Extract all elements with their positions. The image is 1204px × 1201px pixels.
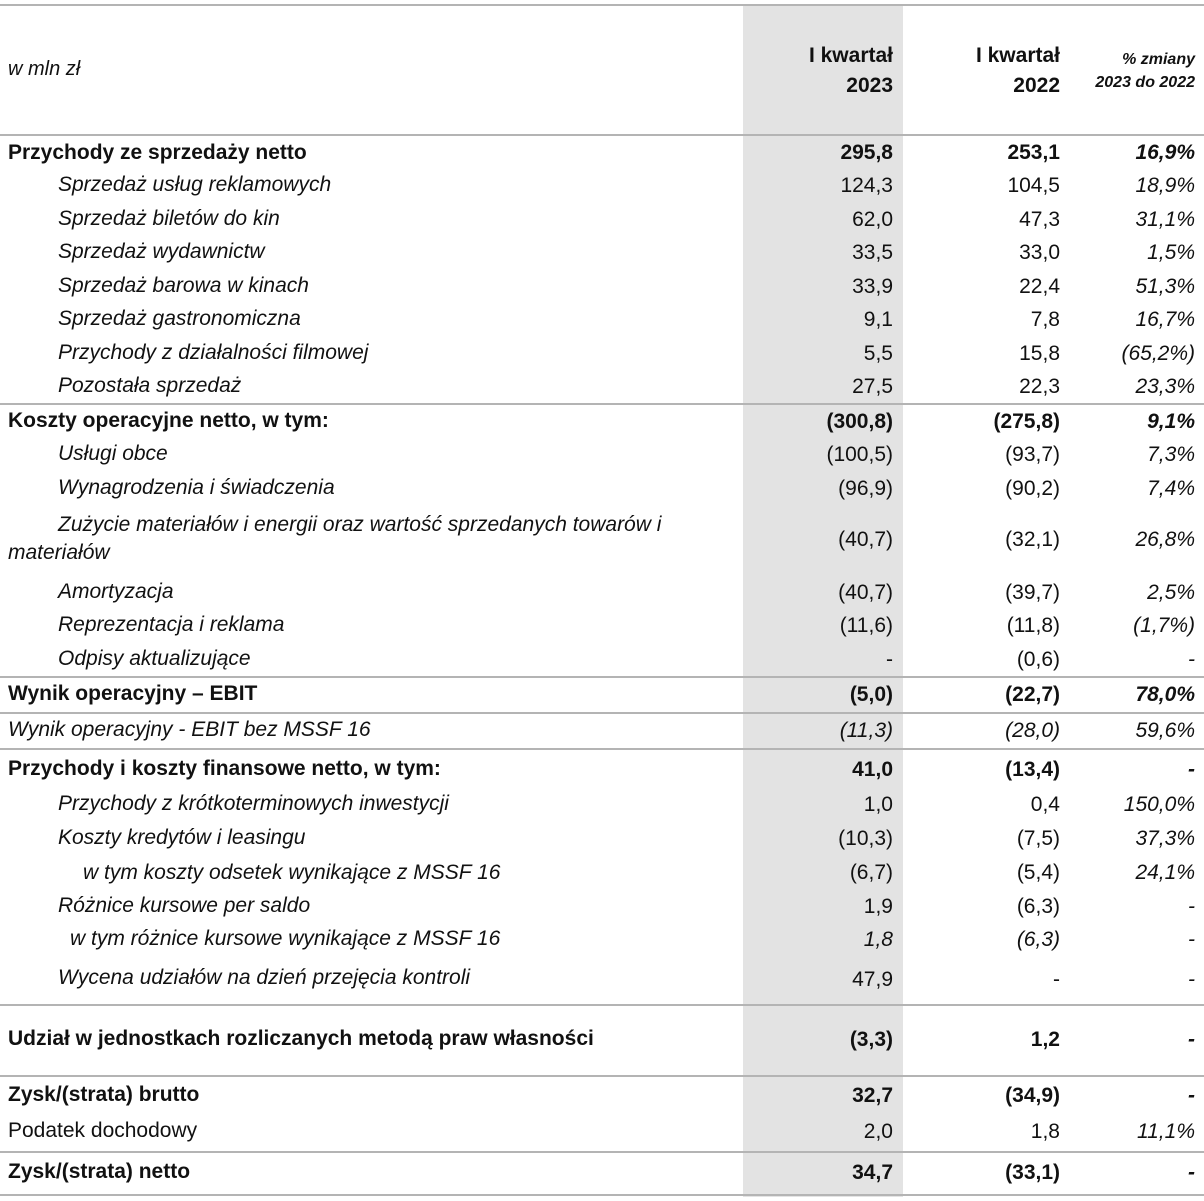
row-label: Sprzedaż usług reklamowych bbox=[58, 173, 332, 196]
row-label: Wynagrodzenia i świadczenia bbox=[58, 476, 335, 499]
value-2023: 41,0 bbox=[852, 758, 893, 781]
value-change: - bbox=[1188, 968, 1195, 991]
value-change: 11,1% bbox=[1137, 1120, 1195, 1143]
value-2023: 34,7 bbox=[852, 1161, 893, 1184]
row-label: Przychody ze sprzedaży netto bbox=[8, 141, 307, 164]
row-label: Podatek dochodowy bbox=[8, 1119, 198, 1142]
table-row bbox=[0, 270, 1204, 303]
value-change: - bbox=[1188, 894, 1195, 918]
value-2022: 15,8 bbox=[1019, 341, 1060, 365]
table-row bbox=[0, 405, 1204, 438]
row-label: Sprzedaż biletów do kin bbox=[58, 207, 280, 230]
value-change: - bbox=[1188, 758, 1195, 781]
value-change: 7,3% bbox=[1147, 443, 1195, 466]
value-2023: 1,0 bbox=[863, 793, 893, 816]
value-2023: (11,3) bbox=[839, 719, 893, 742]
column-header-2022: I kwartał 2022 bbox=[975, 44, 1060, 97]
table-row bbox=[0, 960, 1204, 1000]
table-row bbox=[0, 236, 1204, 270]
value-2023: (6,7) bbox=[849, 861, 893, 884]
value-2023: 33,9 bbox=[852, 274, 893, 298]
row-label: Amortyzacja bbox=[58, 580, 174, 603]
table-row bbox=[0, 508, 1204, 572]
value-2023: (10,3) bbox=[838, 827, 893, 850]
value-2022: 0,4 bbox=[1030, 793, 1060, 816]
value-2023: 33,5 bbox=[852, 241, 893, 264]
row-label: Różnice kursowe per saldo bbox=[58, 894, 311, 917]
table-row bbox=[0, 1154, 1204, 1192]
row-label: Sprzedaż barowa w kinach bbox=[58, 274, 309, 297]
value-2023: - bbox=[886, 647, 893, 671]
value-change: - bbox=[1188, 928, 1195, 951]
row-label bbox=[8, 511, 734, 567]
row-label: Usługi obce bbox=[58, 442, 168, 465]
value-2023: (40,7) bbox=[838, 580, 893, 604]
value-2022: (90,2) bbox=[1005, 476, 1060, 500]
value-2023: 295,8 bbox=[840, 141, 893, 164]
value-2023: 32,7 bbox=[852, 1084, 893, 1107]
value-2022: (13,4) bbox=[1005, 758, 1060, 781]
table-row bbox=[0, 752, 1204, 788]
row-label-line-2: materiałów bbox=[8, 541, 110, 564]
value-2022: - bbox=[1053, 968, 1060, 991]
value-2022: 104,5 bbox=[1007, 174, 1060, 197]
divider bbox=[0, 1194, 1204, 1196]
row-label: Przychody i koszty finansowe netto, w tym: bbox=[8, 757, 441, 780]
value-2023: (11,6) bbox=[839, 614, 893, 637]
value-2022: (11,8) bbox=[1006, 614, 1060, 637]
row-label: Wynik operacyjny – EBIT bbox=[8, 682, 258, 705]
value-2023: 1,8 bbox=[863, 928, 893, 951]
value-2023: (5,0) bbox=[849, 683, 893, 706]
value-2022: (33,1) bbox=[1005, 1161, 1060, 1184]
value-2022: (275,8) bbox=[993, 409, 1060, 433]
value-change: 9,1% bbox=[1147, 409, 1195, 433]
table-row bbox=[0, 137, 1204, 169]
column-header-change: % zmiany 2023 do 2022 bbox=[1095, 51, 1195, 91]
row-label: Odpisy aktualizujące bbox=[58, 647, 251, 670]
value-2022: 22,4 bbox=[1019, 274, 1060, 298]
value-change: - bbox=[1188, 1161, 1195, 1184]
value-2022: 7,8 bbox=[1030, 308, 1060, 331]
value-2022: (93,7) bbox=[1005, 443, 1060, 466]
table-row bbox=[0, 472, 1204, 505]
table-row bbox=[0, 1114, 1204, 1150]
value-change: 2,5% bbox=[1147, 580, 1195, 604]
table-row bbox=[0, 643, 1204, 676]
value-change: (65,2%) bbox=[1121, 341, 1195, 365]
table-row bbox=[0, 788, 1204, 822]
table-row bbox=[0, 1006, 1204, 1074]
table-row bbox=[0, 203, 1204, 236]
value-2023: (96,9) bbox=[838, 476, 893, 500]
row-label: w tym różnice kursowe wynikające z MSSF 16 bbox=[70, 927, 501, 950]
row-label-line-1: Zużycie materiałów i energii oraz wartość sprzedanych towarów i bbox=[58, 513, 662, 536]
value-2023: 1,9 bbox=[863, 894, 893, 918]
table-row bbox=[0, 169, 1204, 203]
value-2022: 253,1 bbox=[1007, 141, 1060, 164]
column-header-2023: I kwartał 2023 bbox=[808, 44, 893, 97]
value-change: 31,1% bbox=[1135, 207, 1195, 231]
value-change: 7,4% bbox=[1147, 476, 1195, 500]
table-row bbox=[0, 370, 1204, 403]
row-label: Sprzedaż wydawnictw bbox=[58, 240, 265, 263]
value-change: 150,0% bbox=[1123, 793, 1195, 816]
value-2023: 27,5 bbox=[852, 374, 893, 398]
row-label: Udział w jednostkach rozliczanych metodą praw własności bbox=[8, 1027, 594, 1050]
value-change: (1,7%) bbox=[1133, 614, 1195, 637]
value-2022: 1,2 bbox=[1030, 1028, 1060, 1051]
row-label: Koszty kredytów i leasingu bbox=[58, 826, 306, 849]
row-label: Koszty operacyjne netto, w tym: bbox=[8, 409, 329, 432]
unit-label: w mln zł bbox=[8, 58, 81, 80]
value-2023: 9,1 bbox=[863, 308, 893, 331]
value-2022: 33,0 bbox=[1019, 241, 1060, 264]
value-2023: 47,9 bbox=[852, 968, 893, 991]
row-label: w tym koszty odsetek wynikające z MSSF 16 bbox=[83, 861, 501, 884]
table-row bbox=[0, 303, 1204, 337]
table-row bbox=[0, 822, 1204, 856]
value-change: 37,3% bbox=[1135, 827, 1195, 850]
value-2022: (28,0) bbox=[1005, 719, 1060, 742]
value-2022: (34,9) bbox=[1005, 1084, 1060, 1107]
value-change: 24,1% bbox=[1135, 861, 1195, 884]
value-change: 26,8% bbox=[1135, 528, 1195, 551]
value-change: 16,7% bbox=[1135, 308, 1195, 331]
value-2022: (7,5) bbox=[1016, 827, 1060, 850]
row-label: Zysk/(strata) netto bbox=[8, 1160, 191, 1183]
value-2022: (6,3) bbox=[1016, 894, 1060, 918]
value-2022: 22,3 bbox=[1019, 374, 1060, 398]
row-label: Przychody z krótkoterminowych inwestycji bbox=[58, 792, 449, 815]
value-2023: 62,0 bbox=[852, 207, 893, 231]
divider bbox=[0, 1151, 1204, 1153]
value-change: 78,0% bbox=[1135, 683, 1195, 706]
table-row bbox=[0, 438, 1204, 472]
table-row bbox=[0, 714, 1204, 748]
value-change: - bbox=[1188, 647, 1195, 671]
table-row bbox=[0, 890, 1204, 923]
row-label: Sprzedaż gastronomiczna bbox=[58, 307, 301, 330]
value-change: - bbox=[1188, 1084, 1195, 1107]
value-2023: 2,0 bbox=[863, 1120, 893, 1143]
value-change: - bbox=[1188, 1028, 1195, 1051]
value-2023: (100,5) bbox=[826, 443, 893, 466]
table-row bbox=[0, 856, 1204, 890]
value-change: 23,3% bbox=[1135, 374, 1195, 398]
row-label: Zysk/(strata) brutto bbox=[8, 1083, 200, 1106]
value-2022: 1,8 bbox=[1030, 1120, 1060, 1143]
row-label: Pozostała sprzedaż bbox=[58, 374, 242, 397]
table-row bbox=[0, 1078, 1204, 1114]
value-2023: (40,7) bbox=[838, 528, 893, 551]
row-label: Przychody z działalności filmowej bbox=[58, 341, 369, 364]
divider bbox=[0, 1075, 1204, 1077]
divider bbox=[0, 748, 1204, 750]
value-2023: (300,8) bbox=[826, 409, 893, 433]
row-label: Wycena udziałów na dzień przejęcia kontroli bbox=[58, 966, 471, 989]
divider bbox=[0, 134, 1204, 136]
value-2022: (0,6) bbox=[1016, 647, 1060, 671]
row-label: Reprezentacja i reklama bbox=[58, 613, 285, 636]
table-row bbox=[0, 923, 1204, 957]
table-header bbox=[0, 4, 1204, 134]
table-row bbox=[0, 576, 1204, 609]
value-2022: (22,7) bbox=[1005, 683, 1060, 706]
value-change: 51,3% bbox=[1135, 274, 1195, 298]
value-change: 59,6% bbox=[1135, 719, 1195, 742]
value-2023: 5,5 bbox=[863, 341, 893, 365]
table-row bbox=[0, 337, 1204, 370]
table-row bbox=[0, 609, 1204, 643]
value-2022: (39,7) bbox=[1005, 580, 1060, 604]
value-2022: (6,3) bbox=[1016, 928, 1060, 951]
value-2022: (5,4) bbox=[1016, 861, 1060, 884]
value-2022: (32,1) bbox=[1005, 528, 1060, 551]
value-change: 18,9% bbox=[1135, 174, 1195, 197]
value-change: 16,9% bbox=[1135, 141, 1195, 164]
table-row bbox=[0, 678, 1204, 712]
value-2022: 47,3 bbox=[1019, 207, 1060, 231]
value-2023: (3,3) bbox=[849, 1028, 893, 1051]
value-change: 1,5% bbox=[1147, 241, 1195, 264]
value-2023: 124,3 bbox=[840, 174, 893, 197]
row-label: Wynik operacyjny - EBIT bez MSSF 16 bbox=[8, 718, 371, 741]
